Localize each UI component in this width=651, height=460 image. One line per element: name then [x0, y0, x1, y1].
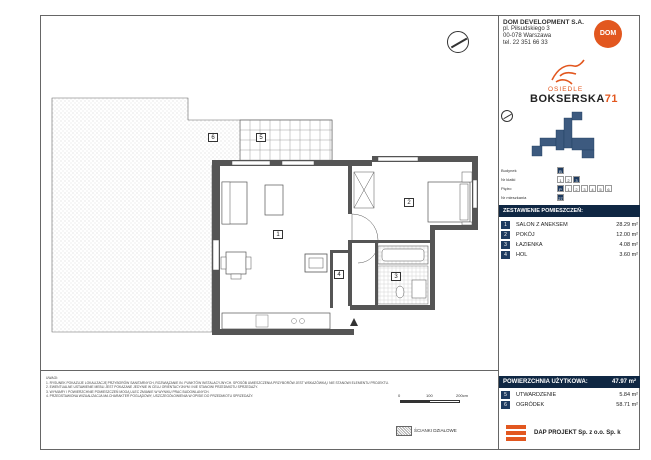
info-label-floor: Piętro — [501, 186, 512, 191]
note-item: 2. EWENTUALNE USTAWIENIE MEBLI JEST POKAZANE JEDYNIE W CELU ORIENTACYJNYM I NIE STANOWI PRZEDMIOTU SPRZEDAŻY. — [46, 385, 258, 389]
info-value: 1 — [557, 176, 564, 183]
info-value: 3 — [573, 176, 580, 183]
rooms-header: ZESTAWIENIE POMIESZCZEŃ: — [499, 205, 640, 217]
coffee-table — [265, 185, 283, 215]
room-row-area: 12.00 m² — [616, 231, 638, 238]
horse-logo-icon — [548, 58, 588, 86]
terrace-area — [240, 120, 332, 165]
extra-row-name: UTWARDZENIE — [516, 391, 557, 398]
closet — [354, 172, 374, 208]
info-value: 5 — [597, 185, 604, 192]
room-row-name: POKÓJ — [516, 231, 535, 238]
estate-name — [530, 93, 618, 105]
dining-table — [226, 252, 246, 274]
north-arrow-icon — [447, 31, 469, 53]
info-value: 6 — [605, 185, 612, 192]
estate-number: 71 — [604, 93, 619, 105]
info-row-building — [501, 166, 613, 175]
info-value: 3 — [581, 185, 588, 192]
dap-logo-icon — [506, 425, 526, 441]
architect-name: DAP PROJEKT Sp. z o.o. Sp. k — [534, 430, 621, 436]
toilet — [396, 286, 404, 298]
usable-area-header — [499, 376, 640, 388]
estate-name-text: BOKSERSKA — [530, 93, 605, 105]
extra-row-area: 5.84 m² — [619, 391, 638, 398]
dom-logo: DOM — [594, 20, 622, 48]
key-plan — [532, 112, 594, 158]
info-label-staircase: Nr klatki — [501, 177, 516, 182]
room-number-3: 3 — [391, 272, 401, 281]
scale-label-mid: 100 — [426, 393, 433, 398]
company-street: pl. Piłsudskiego 3 — [503, 26, 550, 32]
info-row-staircase — [501, 175, 613, 184]
company-city: 00-078 Warszawa — [503, 33, 552, 39]
company-phone: tel. 22 351 66 33 — [503, 40, 548, 46]
room-row — [501, 230, 638, 239]
note-item: 4. PRZEDSTAWIONA WIZUALIZACJA MA CHARAKTER POGLĄDOWY, USZCZEGÓŁOWIENIA W OPISIE DO PRZEDMIOTU SPRZEDAŻY. — [46, 394, 254, 398]
extra-row — [501, 400, 638, 409]
scale-label-end: 200cm — [456, 393, 469, 398]
extra-row — [501, 390, 638, 399]
key-plan-north-arrow-icon — [501, 110, 513, 122]
kitchen-counter — [222, 313, 330, 329]
room-row-name: ŁAZIENKA — [516, 241, 543, 248]
info-row-unit — [501, 193, 613, 202]
room-row-area: 28.29 m² — [616, 221, 638, 228]
info-row-floor — [501, 184, 613, 193]
room-row-number: 1 — [501, 221, 510, 229]
company-contact — [503, 19, 584, 47]
estate-label: OSIEDLE — [548, 86, 584, 93]
usable-area-label: POWIERZCHNIA UŻYTKOWA: — [503, 379, 588, 385]
room-row-number: 3 — [501, 241, 510, 249]
room-number-2: 2 — [404, 198, 414, 207]
room-row-number: 2 — [501, 231, 510, 239]
room-row-name: HOL — [516, 251, 528, 258]
door-swings — [352, 214, 378, 263]
entrance-marker — [350, 318, 358, 326]
extra-row-name: OGRÓDEK — [516, 401, 545, 408]
info-value: 2 — [573, 185, 580, 192]
info-value: P — [557, 185, 564, 192]
extra-row-area: 58.71 m² — [616, 401, 638, 408]
scale-label-start: 0 — [398, 393, 401, 398]
scale-bar — [400, 400, 460, 403]
note-item: 1. RYSUNEK POKAZUJE LOKALIZACJĘ PRZYBORÓW SANITARNYCH, ROZWIĄZANIE IN. PUNKTÓW INSTALACYJNYCH. SPOSÓB UMIESZCZENIA PRZYBORÓW JEST WSKAZÓWKĄ I NIE STANOWI ELEMENTU PROJEKTU. — [46, 380, 389, 385]
extra-row-number: 5 — [501, 391, 510, 399]
info-value: 4 — [589, 185, 596, 192]
info-value: 1 — [565, 185, 572, 192]
room-number-4: 4 — [334, 270, 344, 279]
unit-info-table — [501, 166, 613, 202]
legend-label: ŚCIANKI DZIAŁOWE — [414, 428, 457, 433]
room-row-area: 3.60 m² — [619, 251, 638, 258]
company-name: DOM DEVELOPMENT S.A. — [503, 19, 584, 26]
room-number-6: 6 — [208, 133, 218, 142]
washbasin — [412, 280, 426, 298]
info-value: B — [557, 167, 564, 174]
info-value: 27 — [558, 196, 563, 201]
usable-area-value: 47.97 m² — [611, 379, 636, 385]
note-item: 3. WYMIARY I POWIERZCHNIE POMIESZCZEŃ MOGĄ ULEC ZMIANIE W WYNIKU PRAC BUDOWLANYCH. — [46, 389, 210, 394]
info-label-building: Budynek — [501, 168, 517, 173]
notes — [46, 376, 406, 399]
room-number-1: 1 — [273, 230, 283, 239]
legend-swatch — [396, 426, 412, 436]
extra-row-number: 6 — [501, 401, 510, 409]
room-row-number: 4 — [501, 251, 510, 259]
info-label-unit: Nr mieszkania — [501, 195, 527, 200]
room-row — [501, 240, 638, 249]
room-row — [501, 250, 638, 259]
room-row-name: SALON Z ANEKSEM — [516, 221, 568, 228]
room-row — [501, 220, 638, 229]
notes-title: UWAGI: — [46, 376, 58, 380]
room-number-5: 5 — [256, 133, 266, 142]
info-value: 2 — [565, 176, 572, 183]
room-row-area: 4.08 m² — [619, 241, 638, 248]
